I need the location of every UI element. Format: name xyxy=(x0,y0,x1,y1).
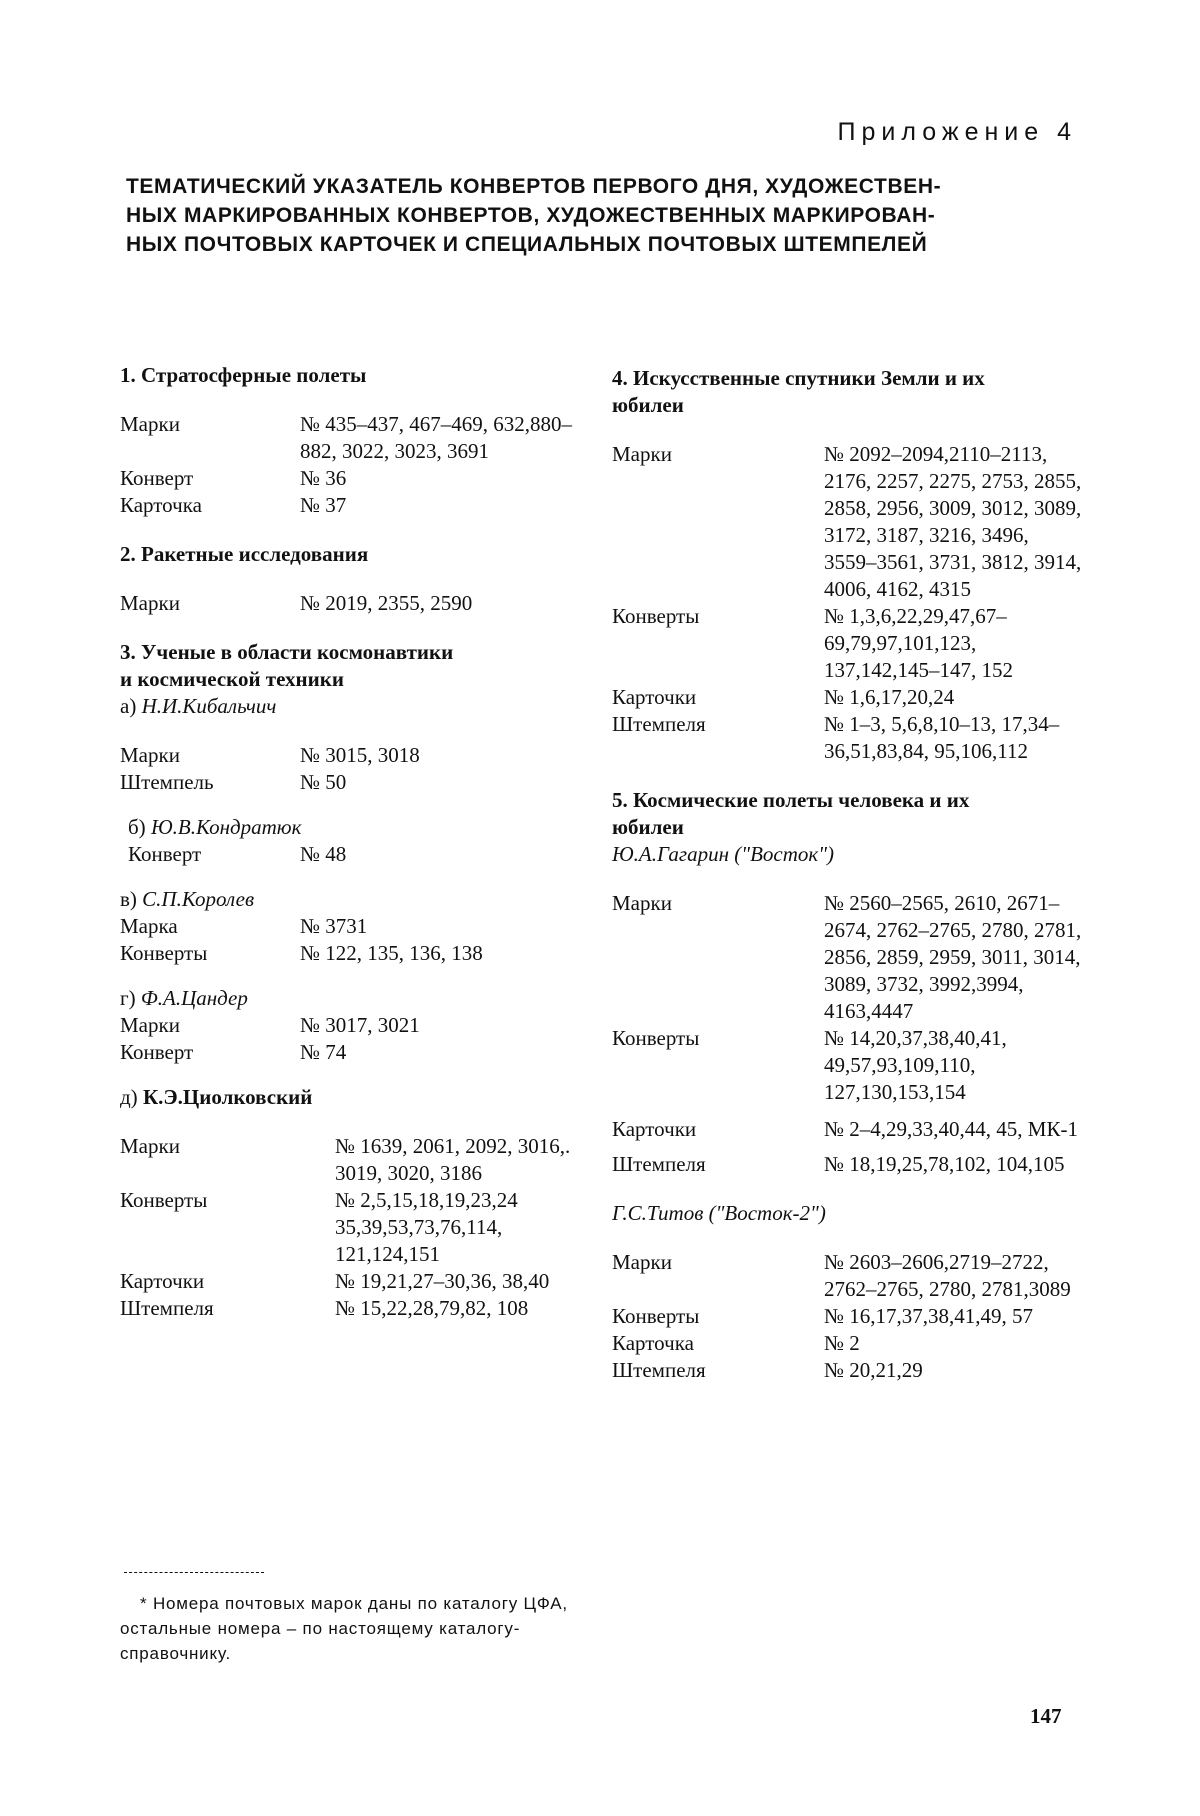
section-heading-scientists: 3. Ученые в области космонавтики xyxy=(120,639,600,666)
entry-card xyxy=(612,1330,1082,1357)
footnote xyxy=(120,1572,570,1666)
entry-label: Конверт xyxy=(128,841,300,868)
entry-postmarks xyxy=(612,711,1082,765)
section-heading-scientists-cont: и космической техники xyxy=(120,666,600,693)
entry-envelopes xyxy=(120,940,600,967)
entry-stamps xyxy=(612,441,1082,603)
entry-label: Конверты xyxy=(120,1187,335,1214)
entry-label: Марки xyxy=(120,590,300,617)
subsection-letter: д) xyxy=(120,1085,138,1109)
page-number: 147 xyxy=(1030,1704,1062,1729)
entry-envelopes xyxy=(612,603,1082,684)
entry-value: № 48 xyxy=(300,841,600,868)
entry-stamps xyxy=(612,1249,1082,1303)
entry-value: № 2019, 2355, 2590 xyxy=(300,590,600,617)
section-heading-rocket-research: 2. Ракетные исследования xyxy=(120,541,600,568)
entry-value: № 1,3,6,22,29,47,67–69,79,97,101,123, 137,142,145–147, 152 xyxy=(824,603,1082,684)
entry-value: № 14,20,37,38,40,41, 49,57,93,109,110, 127,130,153,154 xyxy=(824,1025,1082,1106)
entry-stamps xyxy=(612,890,1082,1025)
appendix-label: Приложение 4 xyxy=(838,118,1077,147)
subsection-titov: Г.С.Титов ("Восток-2") xyxy=(612,1200,1082,1227)
entry-value: № 50 xyxy=(300,769,600,796)
subsection-letter: а) xyxy=(120,694,136,718)
entry-value: № 20,21,29 xyxy=(824,1357,1082,1384)
entry-value: № 36 xyxy=(300,465,600,492)
entry-value: № 16,17,37,38,41,49, 57 xyxy=(824,1303,1082,1330)
entry-value: № 435–437, 467–469, 632,880–882, 3022, 3023, 3691 xyxy=(300,411,600,465)
subsection-letter: в) xyxy=(120,887,137,911)
entry-stamps xyxy=(120,1133,600,1187)
entry-label: Конверты xyxy=(612,1025,824,1052)
entry-label: Марки xyxy=(612,890,824,917)
subsection-kibalchich xyxy=(120,693,600,720)
subsection-korolev xyxy=(120,886,600,913)
page-title xyxy=(126,172,1076,259)
subsection-name: Н.И.Кибальчич xyxy=(142,694,277,718)
entry-cards xyxy=(612,1116,1082,1143)
entry-label: Марки xyxy=(120,1012,300,1039)
entry-envelopes xyxy=(612,1025,1082,1106)
subsection-name: К.Э.Циолковский xyxy=(143,1085,312,1109)
entry-label: Марки xyxy=(612,441,824,468)
entry-value: № 18,19,25,78,102, 104,105 xyxy=(824,1151,1082,1178)
entry-label: Конверт xyxy=(120,465,300,492)
entry-label: Конверт xyxy=(120,1039,300,1066)
entry-cards xyxy=(120,1268,600,1295)
page-title-line: НЫХ ПОЧТОВЫХ КАРТОЧЕК И СПЕЦИАЛЬНЫХ ПОЧТОВЫХ ШТЕМПЕЛЕЙ xyxy=(126,230,1076,259)
subsection-letter: г) xyxy=(120,986,136,1010)
page-title-line: ТЕМАТИЧЕСКИЙ УКАЗАТЕЛЬ КОНВЕРТОВ ПЕРВОГО ДНЯ, ХУДОЖЕСТВЕН- xyxy=(126,172,1076,201)
entry-label: Карточка xyxy=(612,1330,824,1357)
entry-envelope xyxy=(120,841,600,868)
entry-value: № 2603–2606,2719–2722, 2762–2765, 2780, 2781,3089 xyxy=(824,1249,1082,1303)
section-heading-stratosphere: 1. Стратосферные полеты xyxy=(120,362,600,389)
entry-value: № 2 xyxy=(824,1330,1082,1357)
entry-label: Марки xyxy=(120,411,300,438)
entry-label: Конверты xyxy=(120,940,300,967)
footnote-text: * Номера почтовых марок даны по каталогу ЦФА, остальные номера – по настоящему каталогу-справочнику. xyxy=(120,1591,570,1666)
page-title-line: НЫХ МАРКИРОВАННЫХ КОНВЕРТОВ, ХУДОЖЕСТВЕННЫХ МАРКИРОВАН- xyxy=(126,201,1076,230)
entry-label: Марки xyxy=(120,1133,335,1160)
entry-stamps xyxy=(120,742,600,769)
subsection-letter: б) xyxy=(128,815,146,839)
entry-label: Штемпеля xyxy=(612,711,824,738)
entry-label: Карточки xyxy=(612,1116,824,1143)
entry-value: № 15,22,28,79,82, 108 xyxy=(335,1295,600,1322)
section-heading-manned-flights-cont: юбилеи xyxy=(612,814,1082,841)
subsection-name: Ф.А.Цандер xyxy=(141,986,248,1010)
entry-label: Штемпеля xyxy=(612,1151,824,1178)
subsection-kondratyuk xyxy=(120,814,600,841)
subsection-tsander xyxy=(120,985,600,1012)
entry-label: Конверты xyxy=(612,1303,824,1330)
right-column xyxy=(612,365,1082,1384)
entry-card xyxy=(120,492,600,519)
section-heading-manned-flights: 5. Космические полеты человека и их xyxy=(612,787,1082,814)
entry-value: № 74 xyxy=(300,1039,600,1066)
entry-label: Карточка xyxy=(120,492,300,519)
subsection-tsiolkovsky xyxy=(120,1084,600,1111)
entry-envelope xyxy=(120,465,600,492)
entry-value: № 2092–2094,2110–2113, 2176, 2257, 2275, 2753, 2855, 2858, 2956, 3009, 3012, 3089, 3172, 3187, 3216, 3496, 3559–3561, 3731, 3812, 3914, 4006, 4162, 4315 xyxy=(824,441,1082,603)
entry-stamps xyxy=(120,590,600,617)
entry-postmarks xyxy=(612,1151,1082,1178)
entry-value: № 3015, 3018 xyxy=(300,742,600,769)
entry-cards xyxy=(612,684,1082,711)
subsection-gagarin: Ю.А.Гагарин ("Восток") xyxy=(612,841,1082,868)
section-heading-satellites: 4. Искусственные спутники Земли и их xyxy=(612,365,1082,392)
entry-postmarks xyxy=(612,1357,1082,1384)
entry-label: Штемпеля xyxy=(612,1357,824,1384)
entry-envelope xyxy=(120,1039,600,1066)
entry-envelopes xyxy=(120,1187,600,1268)
section-heading-satellites-cont: юбилеи xyxy=(612,392,1082,419)
entry-value: № 2560–2565, 2610, 2671–2674, 2762–2765, 2780, 2781, 2856, 2859, 2959, 3011, 3014, 3089, 3732, 3992,3994, 4163,4447 xyxy=(824,890,1082,1025)
entry-value: № 3731 xyxy=(300,913,600,940)
entry-label: Карточки xyxy=(612,684,824,711)
entry-postmarks xyxy=(120,1295,600,1322)
left-column xyxy=(120,362,600,1322)
entry-label: Марки xyxy=(612,1249,824,1276)
entry-value: № 1,6,17,20,24 xyxy=(824,684,1082,711)
entry-value: № 2–4,29,33,40,44, 45, МК-1 xyxy=(824,1116,1082,1143)
entry-label: Штемпеля xyxy=(120,1295,335,1322)
subsection-name: С.П.Королев xyxy=(142,887,254,911)
entry-label: Карточки xyxy=(120,1268,335,1295)
entry-value: № 2,5,15,18,19,23,24 35,39,53,73,76,114, 121,124,151 xyxy=(335,1187,600,1268)
subsection-name: Ю.В.Кондратюк xyxy=(151,815,302,839)
entry-label: Марки xyxy=(120,742,300,769)
entry-label: Марка xyxy=(120,913,300,940)
entry-value: № 19,21,27–30,36, 38,40 xyxy=(335,1268,600,1295)
entry-value: № 122, 135, 136, 138 xyxy=(300,940,600,967)
footnote-divider xyxy=(124,1572,264,1573)
entry-value: № 1639, 2061, 2092, 3016,. 3019, 3020, 3186 xyxy=(335,1133,600,1187)
entry-value: № 1–3, 5,6,8,10–13, 17,34–36,51,83,84, 95,106,112 xyxy=(824,711,1082,765)
entry-stamps xyxy=(120,411,600,465)
entry-label: Штемпель xyxy=(120,769,300,796)
entry-value: № 37 xyxy=(300,492,600,519)
entry-label: Конверты xyxy=(612,603,824,630)
entry-postmark xyxy=(120,769,600,796)
entry-stamps xyxy=(120,1012,600,1039)
entry-stamp xyxy=(120,913,600,940)
entry-value: № 3017, 3021 xyxy=(300,1012,600,1039)
entry-envelopes xyxy=(612,1303,1082,1330)
